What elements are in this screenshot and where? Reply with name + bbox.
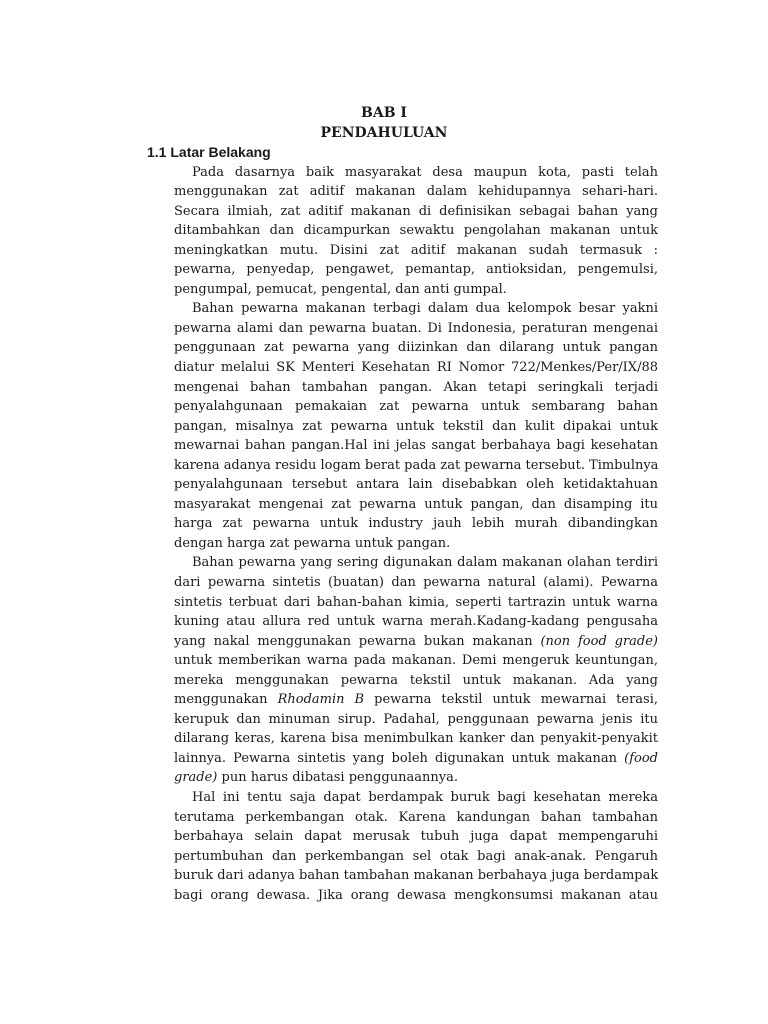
text-line: menggunakan zat aditif makanan dalam kehidupannya sehari-hari. <box>174 184 658 200</box>
text-line: berbahaya selain dapat merusak tubuh juga dapat mempengaruhi <box>174 829 658 845</box>
paragraph <box>174 299 658 553</box>
text-line: dilarang keras, karena bisa menimbulkan kanker dan penyakit-penyakit <box>174 731 658 747</box>
text-line: penyalahgunaan tersebut antara lain disebabkan oleh ketidaktahuan <box>174 477 658 493</box>
text-line: yang nakal menggunakan pewarna bukan makanan (non food grade) <box>174 633 658 649</box>
text-line: terutama perkembangan otak. Karena kandungan bahan tambahan <box>174 809 658 825</box>
text-line: pewarna alami dan pewarna buatan. Di Indonesia, peraturan mengenai <box>174 320 658 336</box>
text-line: kuning atau allura red untuk warna merah.Kadang-kadang pengusaha <box>174 614 658 630</box>
italic-term: Rhodamin B <box>277 692 365 708</box>
text-line: mengenai bahan tambahan pangan. Akan tetapi seringkali terjadi <box>174 379 658 395</box>
text-line: kerupuk dan minuman sirup. Padahal, penggunaan pewarna jenis itu <box>174 711 658 727</box>
chapter-title: PENDAHULUAN <box>320 124 448 141</box>
body-text <box>174 163 658 906</box>
text-line: lainnya. Pewarna sintetis yang boleh digunakan untuk makanan (food <box>174 750 658 766</box>
italic-term: (non food grade) <box>540 633 658 649</box>
text-line: ditambahkan dan dicampurkan sewaktu pengolahan makanan untuk <box>174 223 658 239</box>
paragraph <box>174 788 658 905</box>
text-line: pertumbuhan dan perkembangan sel otak bagi anak-anak. Pengaruh <box>174 848 658 864</box>
text-line: Hal ini tentu saja dapat berdampak buruk bagi kesehatan mereka <box>192 790 658 805</box>
text-line: penggunaan zat pewarna yang diizinkan dan dilarang untuk pangan <box>174 340 658 356</box>
italic-term: (food <box>624 750 658 766</box>
text-line: harga zat pewarna untuk industry jauh lebih murah dibandingkan <box>174 516 658 532</box>
text-line: sintetis terbuat dari bahan-bahan kimia, seperti tartrazin untuk warna <box>174 594 658 610</box>
paragraph <box>174 163 658 300</box>
text-line: Bahan pewarna makanan terbagi dalam dua kelompok besar yakni <box>192 301 658 317</box>
text-line: mereka menggunakan pewarna tekstil untuk makanan. Ada yang <box>174 672 658 688</box>
text-line: pewarna, penyedap, pengawet, pemantap, antioksidan, pengemulsi, <box>174 262 658 278</box>
chapter-number: BAB I <box>361 105 407 121</box>
text-line: dari pewarna sintetis (buatan) dan pewarna natural (alami). Pewarna <box>174 574 658 590</box>
text-line: grade) pun harus dibatasi penggunaannya. <box>174 770 458 786</box>
text-line: Bahan pewarna yang sering digunakan dalam makanan olahan terdiri <box>192 555 658 571</box>
text-line: bagi orang dewasa. Jika orang dewasa mengkonsumsi makanan atau <box>174 887 658 903</box>
text-line: masyarakat mengenai zat pewarna untuk pangan, dan disamping itu <box>174 496 658 512</box>
text-line: pengumpal, pemucat, pengental, dan anti gumpal. <box>174 281 507 297</box>
text-line: mewarnai bahan pangan.Hal ini jelas sangat berbahaya bagi kesehatan <box>174 438 658 454</box>
text-line: menggunakan Rhodamin B pewarna tekstil untuk mewarnai terasi, <box>174 692 658 708</box>
text-line: buruk dari adanya bahan tambahan makanan berbahaya juga berdampak <box>174 868 659 884</box>
text-line: dengan harga zat pewarna untuk pangan. <box>174 535 451 551</box>
text-line: karena adanya residu logam berat pada zat pewarna tersebut. Timbulnya <box>174 457 659 473</box>
text-line: Secara ilmiah, zat aditif makanan di definisikan sebagai bahan yang <box>174 203 658 219</box>
text-line: diatur melalui SK Menteri Kesehatan RI Nomor 722/Menkes/Per/IX/88 <box>174 359 658 375</box>
text-line: meningkatkan mutu. Disini zat aditif makanan sudah termasuk : <box>174 242 658 258</box>
text-line: pangan, misalnya zat pewarna untuk tekstil dan kulit dipakai untuk <box>174 418 658 434</box>
text-line: Pada dasarnya baik masyarakat desa maupun kota, pasti telah <box>192 164 658 180</box>
text-line: penyalahgunaan pemakaian zat pewarna untuk sembarang bahan <box>174 399 658 415</box>
section-heading: 1.1 Latar Belakang <box>147 144 271 160</box>
italic-term: grade) <box>174 770 218 786</box>
text-line: untuk memberikan warna pada makanan. Demi mengeruk keuntungan, <box>174 653 658 669</box>
paragraph <box>174 553 658 788</box>
